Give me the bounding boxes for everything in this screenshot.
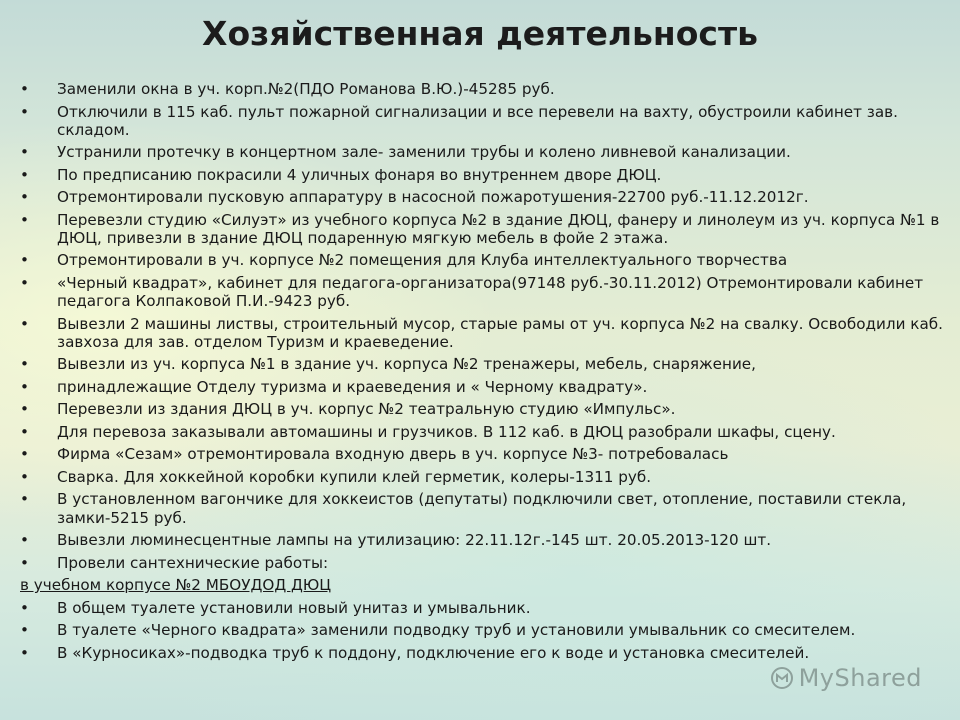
- bullet-icon: •: [20, 400, 29, 419]
- bullet-icon: •: [20, 355, 29, 374]
- list-item: [20, 315, 950, 351]
- page-title: Хозяйственная деятельность: [202, 14, 758, 53]
- bullet-icon: •: [20, 643, 29, 662]
- bullet-icon: •: [20, 143, 29, 162]
- list-item-text: Вывезли 2 машины листвы, строительный мусор, старые рамы от уч. корпуса №2 на свалку. Освободили каб. завхоза для зав. отделом Туризм и краеведение.: [57, 314, 943, 351]
- list-item: [20, 211, 950, 247]
- bullet-icon: •: [20, 621, 29, 640]
- bullet-icon: •: [20, 102, 29, 121]
- bullet-icon: •: [20, 314, 29, 333]
- bullet-icon: •: [20, 188, 29, 207]
- list-item: [20, 274, 950, 310]
- list-item: [20, 166, 950, 184]
- myshared-logo-icon: [771, 667, 793, 689]
- bullet-icon: •: [20, 377, 29, 396]
- list-item-text: В общем туалете установили новый унитаз и умывальник.: [57, 598, 531, 617]
- bullet-icon: •: [20, 490, 29, 509]
- list-item-text: Вывезли люминесцентные лампы на утилизацию: 22.11.12г.-145 шт. 20.05.2013-120 шт.: [57, 531, 772, 550]
- watermark: [771, 664, 922, 692]
- list-item-text: Провели сантехнические работы:: [57, 553, 329, 572]
- list-item: [20, 490, 950, 526]
- list-item: [20, 355, 950, 373]
- list-item-text: Отремонтировали в уч. корпусе №2 помещения для Клуба интеллектуального творчества: [57, 251, 788, 270]
- list-item: [20, 445, 950, 463]
- list-item-text: Вывезли из уч. корпуса №1 в здание уч. корпуса №2 тренажеры, мебель, снаряжение,: [57, 355, 756, 374]
- list-item-text: Перевезли студию «Силуэт» из учебного корпуса №2 в здание ДЮЦ, фанеру и линолеум из уч. корпуса №1 в ДЮЦ, привезли в здание ДЮЦ подаренную мягкую мебель в фойе 2 этажа.: [57, 210, 940, 247]
- subheading: в учебном корпусе №2 МБОУДОД ДЮЦ: [20, 576, 332, 595]
- list-item-text: принадлежащие Отделу туризма и краеведения и « Черному квадрату».: [57, 377, 648, 396]
- list-item-text: Перевезли из здания ДЮЦ в уч. корпус №2 театральную студию «Импульс».: [57, 400, 676, 419]
- bullet-icon: •: [20, 598, 29, 617]
- list-item: [20, 400, 950, 418]
- watermark-text: MyShared: [798, 664, 922, 692]
- list-item-text: В установленном вагончике для хоккеистов (депутаты) подключили свет, отопление, поставили стекла, замки-5215 руб.: [57, 490, 907, 527]
- list-item-text: Заменили окна в уч. корп.№2(ПДО Романова В.Ю.)-45285 руб.: [57, 80, 555, 98]
- content-list: [20, 80, 950, 666]
- list-item: [20, 621, 950, 639]
- list-item: [20, 531, 950, 549]
- bullet-icon: •: [20, 445, 29, 464]
- list-item: [20, 468, 950, 486]
- list-item-text: «Черный квадрат», кабинет для педагога-организатора(97148 руб.-30.11.2012) Отремонтировали кабинет педагога Колпаковой П.И.-9423 руб.: [57, 273, 924, 311]
- list-item: [20, 423, 950, 441]
- list-item-text: В «Курносиках»-подводка труб к поддону, подключение его к воде и установка смесителей.: [57, 643, 810, 662]
- bullet-icon: •: [20, 467, 29, 486]
- list-item: [20, 188, 950, 206]
- list-item-text: Отремонтировали пусковую аппаратуру в насосной пожаротушения-22700 руб.-11.12.2012г.: [57, 188, 809, 207]
- list-item: [20, 103, 950, 139]
- bullet-icon: •: [20, 210, 29, 229]
- list-item-text: Для перевоза заказывали автомашины и грузчиков. В 112 каб. в ДЮЦ разобрали шкафы, сцену.: [57, 422, 836, 441]
- list-item: [20, 251, 950, 269]
- list-item: [20, 554, 950, 572]
- list-item: [20, 80, 950, 98]
- list-item-text: Фирма «Сезам» отремонтировала входную дверь в уч. корпусе №3- потребовалась: [57, 445, 729, 464]
- list-item: [20, 143, 950, 161]
- list-item-text: В туалете «Черного квадрата» заменили подводку труб и установили умывальник со смесителем.: [57, 621, 856, 640]
- list-item: [20, 378, 950, 396]
- bullet-icon: •: [20, 531, 29, 550]
- list-item: [20, 644, 950, 662]
- bullet-icon: •: [20, 251, 29, 270]
- bullet-icon: •: [20, 553, 29, 572]
- list-item-text: По предписанию покрасили 4 уличных фонаря во внутреннем дворе ДЮЦ.: [57, 165, 662, 184]
- bullet-icon: •: [20, 422, 29, 441]
- bullet-icon: •: [20, 80, 29, 98]
- list-item-text: Сварка. Для хоккейной коробки купили клей герметик, колеры-1311 руб.: [57, 467, 652, 486]
- list-item-text: Устранили протечку в концертном зале- заменили трубы и колено ливневой канализации.: [57, 143, 791, 162]
- list-item-text: Отключили в 115 каб. пульт пожарной сигнализации и все перевели на вахту, обустроили кабинет зав. складом.: [57, 102, 898, 139]
- bullet-icon: •: [20, 273, 29, 292]
- bullet-icon: •: [20, 165, 29, 184]
- list-item: [20, 599, 950, 617]
